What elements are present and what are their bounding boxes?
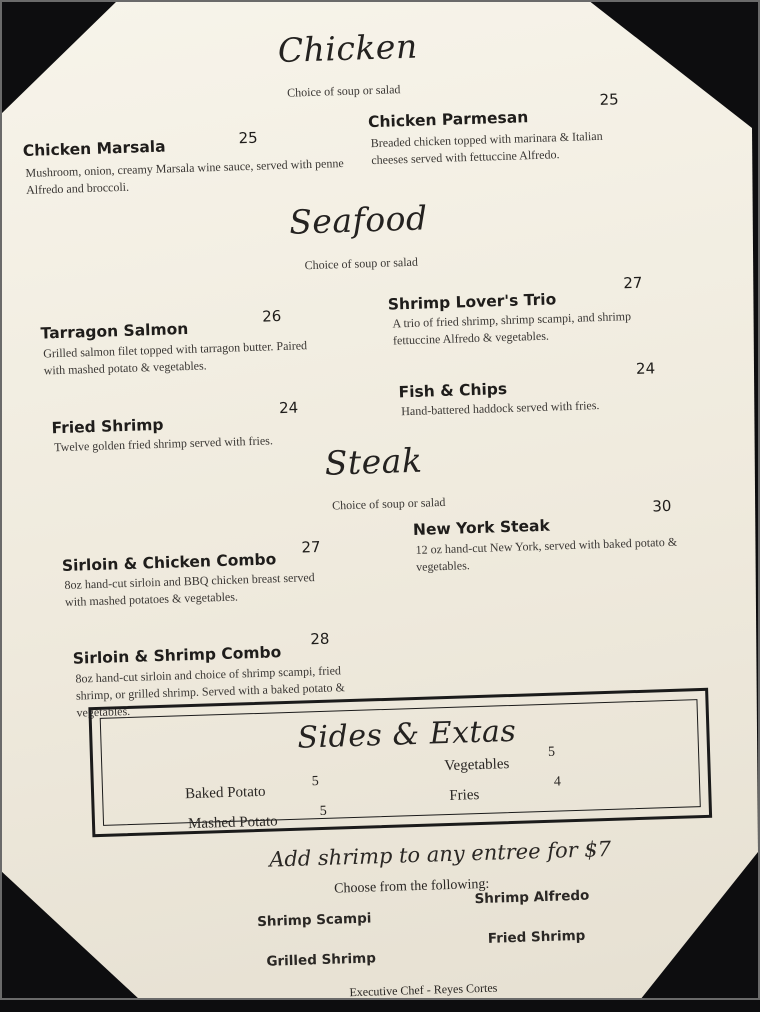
section-title-steak: Steak xyxy=(324,440,423,483)
section-title-sides: Sides & Extas xyxy=(296,713,517,756)
chicken-choice-note: Choice of soup or salad xyxy=(286,82,401,100)
item-price-tarragon-salmon: 26 xyxy=(261,307,282,326)
item-desc-fish-and-chips: Hand-battered haddock served with fries. xyxy=(401,398,600,419)
addon-option-fried-shrimp: Fried Shrimp xyxy=(487,927,586,947)
addon-subtitle: Choose from the following: xyxy=(333,876,490,897)
side-name-baked-potato: Baked Potato xyxy=(184,783,266,803)
addon-option-shrimp-scampi: Shrimp Scampi xyxy=(256,910,372,931)
item-desc-shrimp-lovers-trio: A trio of fried shrimp, shrimp scampi, and shrimp fettuccine Alfredo & vegetables. xyxy=(392,309,632,348)
sides-frame xyxy=(88,688,712,837)
side-name-mashed-potato: Mashed Potato xyxy=(187,813,278,833)
side-price-vegetables: 5 xyxy=(547,744,556,760)
addon-option-shrimp-alfredo: Shrimp Alfredo xyxy=(474,887,590,908)
section-title-seafood: Seafood xyxy=(288,198,429,242)
item-name-sirloin-shrimp-combo: Sirloin & Shrimp Combo xyxy=(72,643,282,668)
item-desc-sirloin-shrimp-combo: 8oz hand-cut sirloin and choice of shrimp scampi, fried shrimp, or grilled shrimp. Served with a baked potato & vegetables. xyxy=(75,663,346,720)
item-name-new-york-steak: New York Steak xyxy=(412,516,551,539)
addon-title: Add shrimp to any entree for $7 xyxy=(268,836,612,872)
side-price-fries: 4 xyxy=(553,774,562,790)
side-price-baked-potato: 5 xyxy=(311,774,320,790)
item-name-fish-and-chips: Fish & Chips xyxy=(398,379,508,402)
item-name-fried-shrimp: Fried Shrimp xyxy=(51,415,164,438)
item-price-fish-and-chips: 24 xyxy=(635,359,656,378)
item-desc-sirloin-chicken-combo: 8oz hand-cut sirloin and BBQ chicken breast served with mashed potatoes & vegetables. xyxy=(64,570,315,609)
item-price-sirloin-shrimp-combo: 28 xyxy=(310,629,330,649)
item-name-sirloin-chicken-combo: Sirloin & Chicken Combo xyxy=(61,550,277,576)
item-price-chicken-parmesan: 25 xyxy=(599,90,619,109)
item-name-chicken-marsala: Chicken Marsala xyxy=(22,137,166,161)
item-desc-tarragon-salmon: Grilled salmon filet topped with tarragon butter. Paired with mashed potato & vegetables. xyxy=(43,338,308,378)
item-desc-new-york-steak: 12 oz hand-cut New York, served with baked potato & vegetables. xyxy=(415,534,678,574)
item-price-fried-shrimp: 24 xyxy=(278,398,299,418)
seafood-choice-note: Choice of soup or salad xyxy=(304,254,419,273)
chef-credit: Executive Chef - Reyes Cortes xyxy=(349,980,498,1000)
item-price-new-york-steak: 30 xyxy=(652,496,672,516)
item-name-shrimp-lovers-trio: Shrimp Lover's Trio xyxy=(387,290,557,314)
item-name-tarragon-salmon: Tarragon Salmon xyxy=(40,319,189,343)
item-name-chicken-parmesan: Chicken Parmesan xyxy=(367,108,529,132)
addon-option-grilled-shrimp: Grilled Shrimp xyxy=(266,950,377,970)
side-name-fries: Fries xyxy=(449,787,480,804)
item-price-chicken-marsala: 25 xyxy=(238,128,258,148)
side-name-vegetables: Vegetables xyxy=(444,756,510,775)
section-title-chicken: Chicken xyxy=(277,26,419,70)
item-price-shrimp-lovers-trio: 27 xyxy=(623,273,643,293)
item-desc-fried-shrimp: Twelve golden fried shrimp served with fries. xyxy=(53,433,274,455)
item-desc-chicken-parmesan: Breaded chicken topped with marinara & Italian cheeses served with fettuccine Alfredo. xyxy=(370,128,603,168)
steak-choice-note: Choice of soup or salad xyxy=(331,494,446,513)
item-price-sirloin-chicken-combo: 27 xyxy=(301,537,321,557)
item-desc-chicken-marsala: Mushroom, onion, creamy Marsala wine sauce, served with penne Alfredo and broccoli. xyxy=(25,155,344,197)
side-price-mashed-potato: 5 xyxy=(319,803,327,820)
